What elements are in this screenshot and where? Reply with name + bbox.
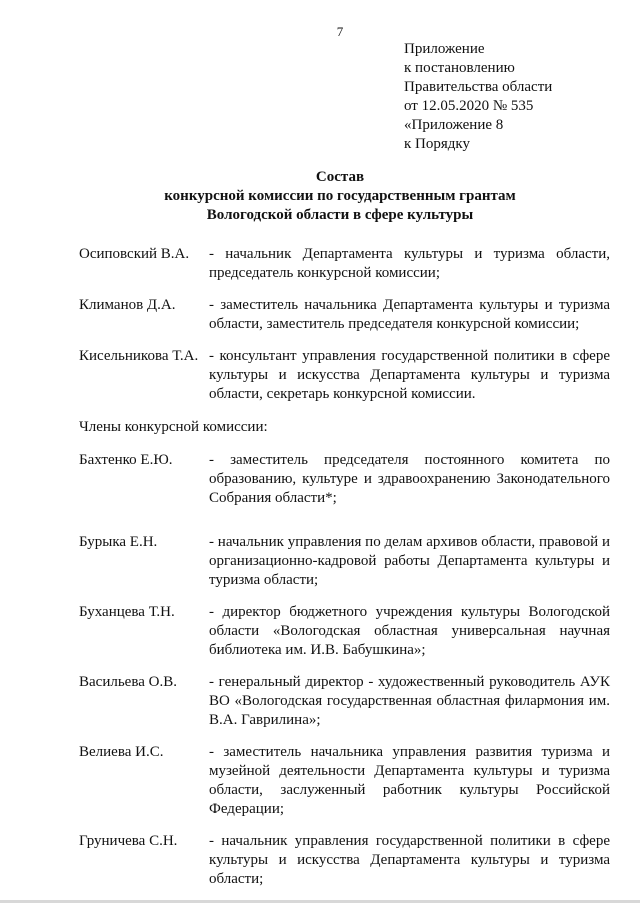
title-line: Состав bbox=[315, 169, 365, 185]
attachment-line: Приложение bbox=[404, 41, 485, 57]
member-position: - директор бюджетного учреждения культуры Вологодской области «Вологодская областная универсальная научная библиотека им. И.В. Бабушкина»; bbox=[209, 604, 610, 658]
member-name: Буханцева Т.Н. bbox=[79, 604, 175, 620]
member-name: Бахтенко Е.Ю. bbox=[79, 452, 173, 468]
member-name: Осиповский В.А. bbox=[79, 246, 190, 262]
commission-member bbox=[79, 533, 610, 590]
document-title bbox=[0, 168, 640, 225]
title-line: Вологодской области в сфере культуры bbox=[206, 207, 474, 223]
page-number: 7 bbox=[336, 24, 344, 39]
attachment-line: от 12.05.2020 № 535 bbox=[404, 98, 534, 114]
commission-secretary bbox=[79, 347, 610, 404]
member-name: Велиева И.С. bbox=[79, 744, 164, 760]
members-heading: Члены конкурсной комиссии: bbox=[79, 419, 268, 435]
commission-member bbox=[79, 832, 610, 889]
commission-member bbox=[79, 743, 610, 819]
attachment-note bbox=[404, 40, 634, 154]
member-position: - начальник управления государственной политики в сфере культуры и искусства Департамента культуры и туризма области; bbox=[209, 833, 610, 887]
title-line: конкурсной комиссии по государственным грантам bbox=[164, 188, 516, 204]
member-position: - заместитель председателя постоянного комитета по образованию, культуре и здравоохранению Законодательного Собрания области*; bbox=[209, 452, 610, 506]
commission-member bbox=[79, 451, 610, 508]
member-name: Васильева О.В. bbox=[79, 674, 177, 690]
member-name: Кисельникова Т.А. bbox=[79, 348, 199, 364]
member-name: Климанов Д.А. bbox=[79, 297, 176, 313]
member-position: - заместитель начальника Департамента культуры и туризма области, заместитель председателя конкурсной комиссии; bbox=[209, 297, 610, 332]
member-position: - начальник управления по делам архивов области, правовой и организационно-кадровой работы Департамента культуры и туризма области; bbox=[209, 534, 610, 588]
member-position: - консультант управления государственной политики в сфере культуры и искусства Департамента культуры и туризма области, секретарь конкурсной комиссии. bbox=[209, 348, 610, 402]
attachment-line: Правительства области bbox=[404, 79, 553, 95]
commission-member bbox=[79, 603, 610, 660]
attachment-line: к постановлению bbox=[404, 60, 515, 76]
attachment-line: к Порядку bbox=[404, 136, 470, 152]
commission-member bbox=[79, 673, 610, 730]
member-position: - генеральный директор - художественный руководитель АУК ВО «Вологодская государственная областная филармония им. В.А. Гаврилина»; bbox=[209, 674, 610, 728]
commission-deputy-chair bbox=[79, 296, 610, 334]
commission-chair bbox=[79, 245, 610, 283]
member-position: - начальник Департамента культуры и туризма области, председатель конкурсной комиссии; bbox=[209, 246, 610, 281]
commission-list bbox=[79, 245, 610, 889]
attachment-line: «Приложение 8 bbox=[404, 117, 504, 133]
member-position: - заместитель начальника управления развития туризма и музейной деятельности Департамента культуры и туризма области, заслуженный работник культуры Российской Федерации; bbox=[209, 744, 610, 817]
member-name: Бурыка Е.Н. bbox=[79, 534, 158, 550]
member-name: Груничева С.Н. bbox=[79, 833, 178, 849]
